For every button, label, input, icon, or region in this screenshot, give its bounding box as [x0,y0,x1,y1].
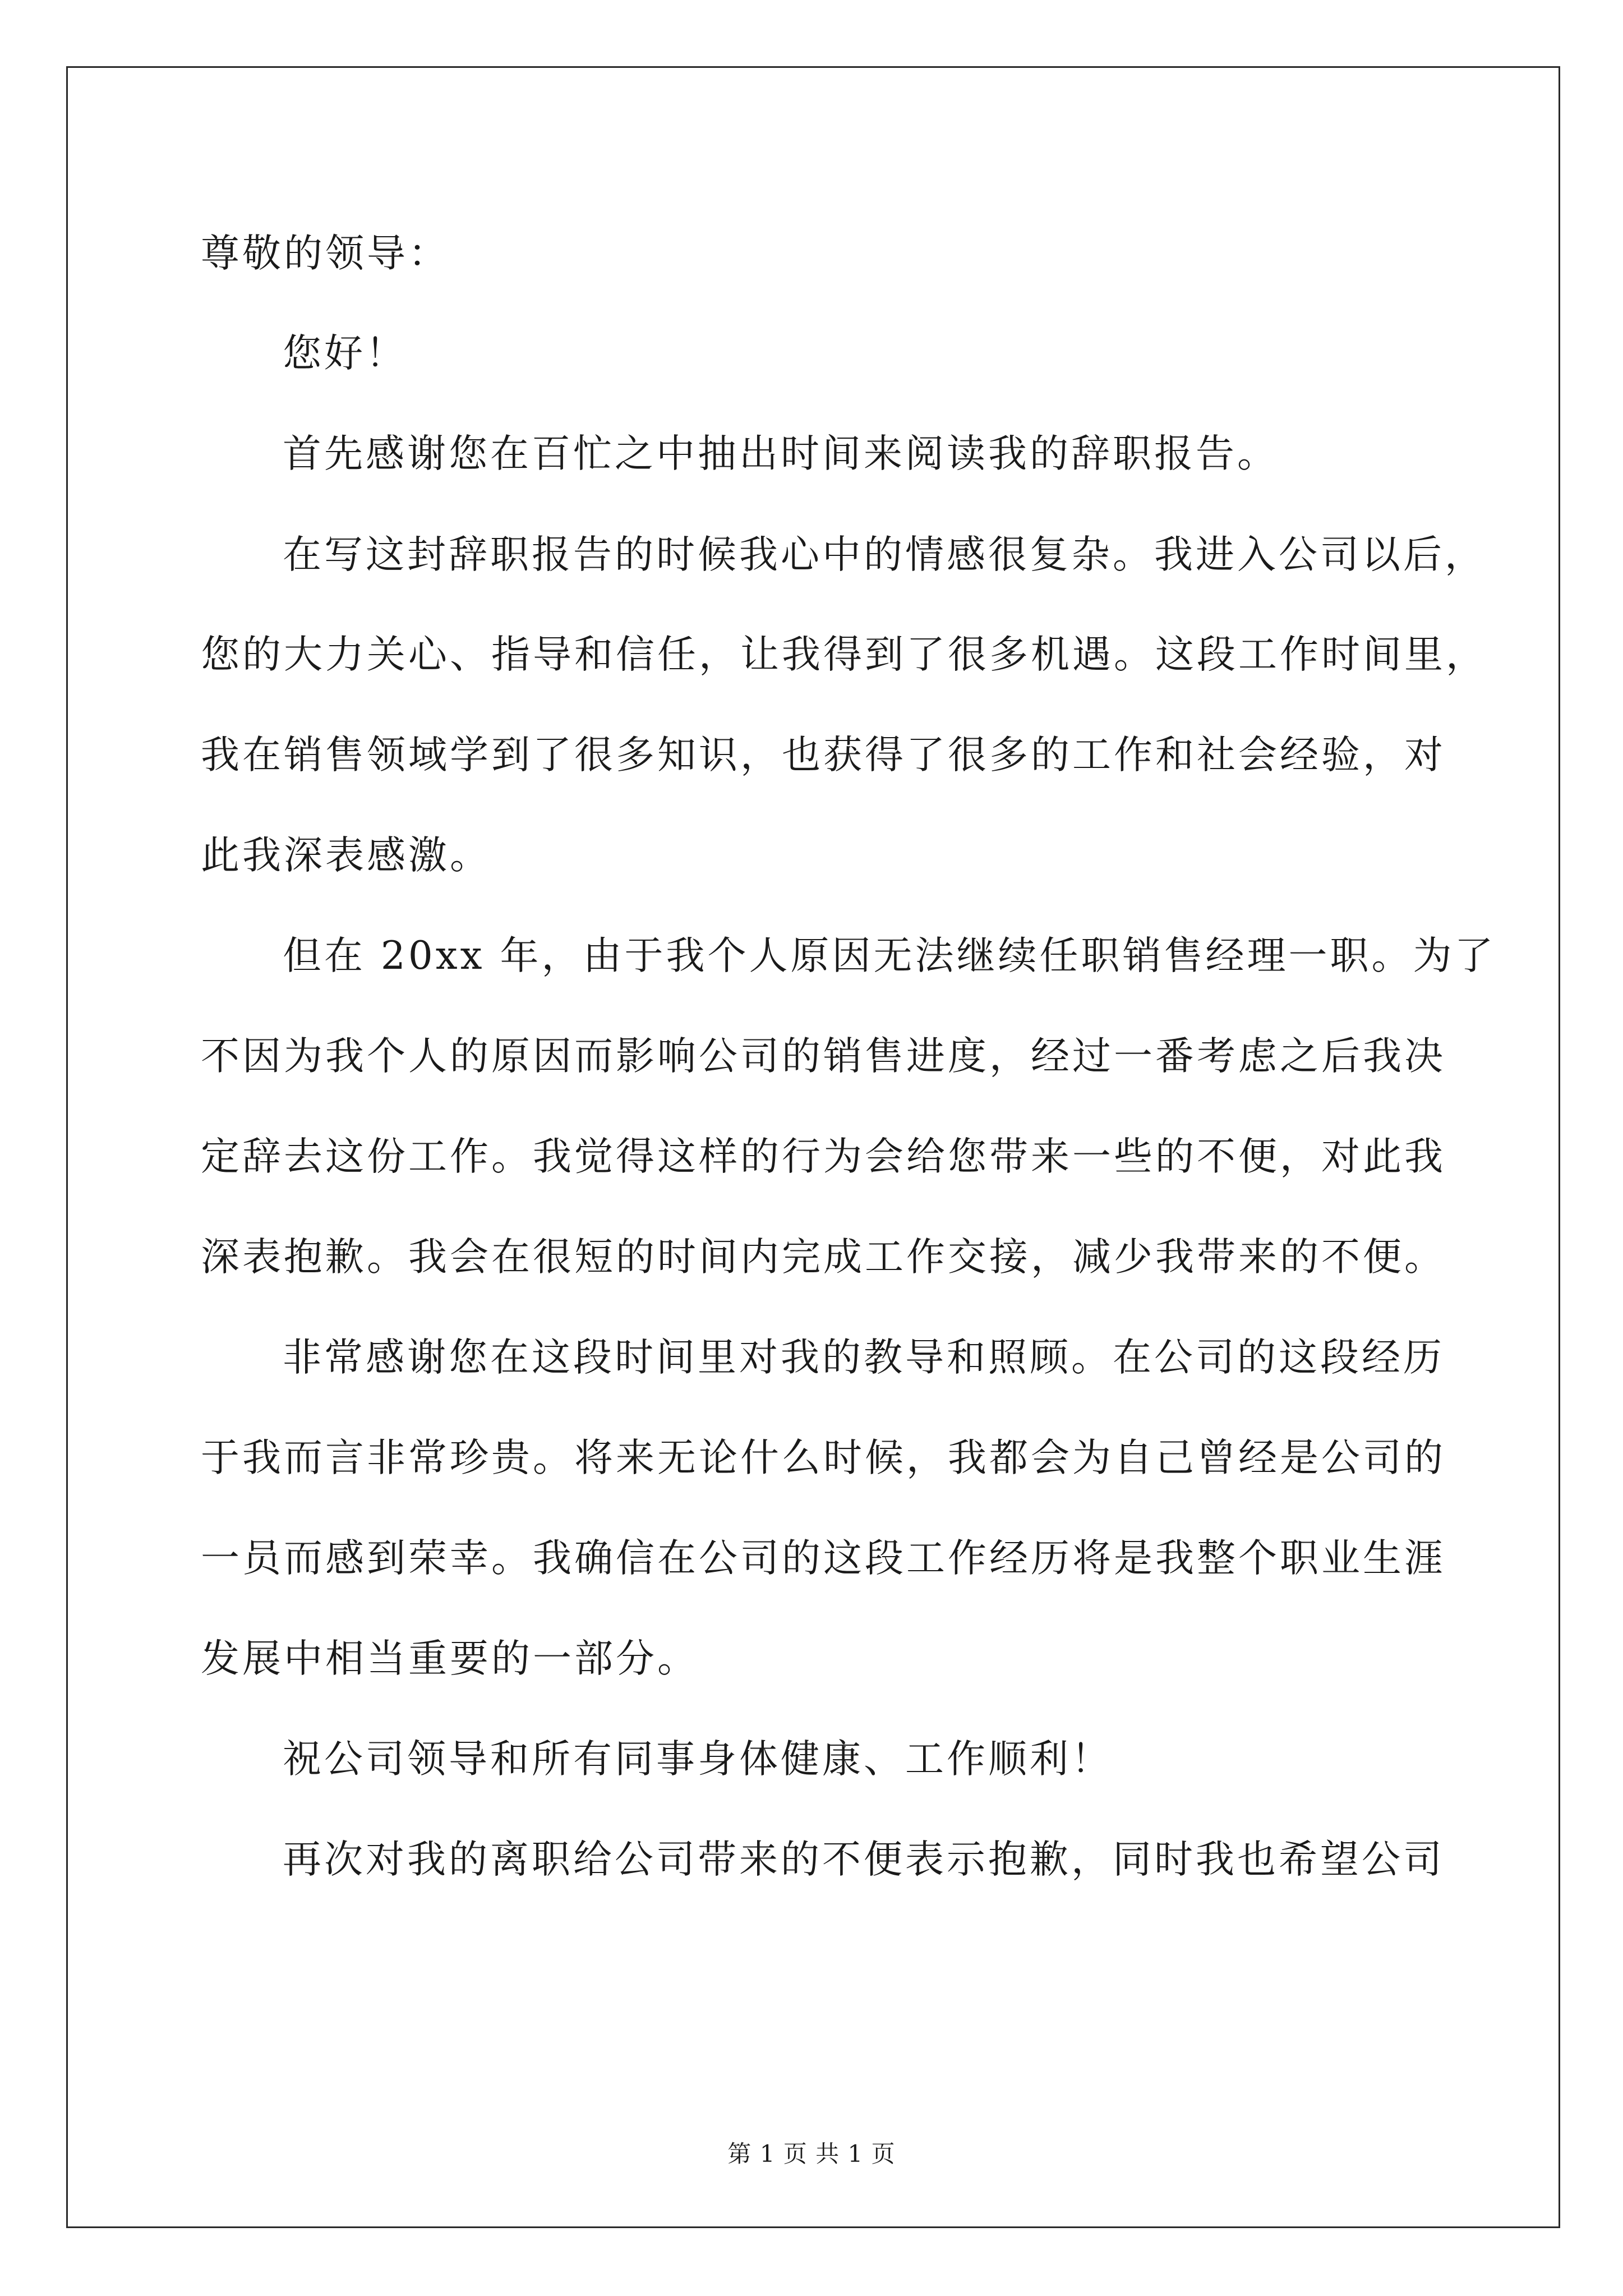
paragraph-line: 不因为我个人的原因而影响公司的销售进度，经过一番考虑之后我决 [201,1034,1446,1079]
paragraph-line: 祝公司领导和所有同事身体健康、工作顺利！ [283,1737,1113,1782]
paragraph-line: 我在销售领域学到了很多知识，也获得了很多的工作和社会经验，对 [201,733,1446,777]
paragraph-line: 发展中相当重要的一部分。 [201,1636,699,1681]
greeting: 您好！ [283,331,407,376]
paragraph-line: 非常感谢您在这段时间里对我的教导和照顾。在公司的这段经历 [283,1335,1445,1380]
paragraph-line: 深表抱歉。我会在很短的时间内完成工作交接，减少我带来的不便。 [201,1235,1446,1280]
salutation: 尊敬的领导： [201,231,450,276]
paragraph-line: 但在 20xx 年，由于我个人原因无法继续任职销售经理一职。为了 [283,933,1496,978]
paragraph-line: 首先感谢您在百忙之中抽出时间来阅读我的辞职报告。 [283,431,1279,476]
paragraph-line: 您的大力关心、指导和信任，让我得到了很多机遇。这段工作时间里， [201,632,1487,677]
paragraph-line: 此我深表感激。 [201,833,491,878]
paragraph-line: 定辞去这份工作。我觉得这样的行为会给您带来一些的不便，对此我 [201,1134,1446,1179]
paragraph-line: 再次对我的离职给公司带来的不便表示抱歉，同时我也希望公司 [283,1837,1445,1882]
page-number: 第 1 页 共 1 页 [727,2140,896,2168]
paragraph-line: 在写这封辞职报告的时候我心中的情感很复杂。我进入公司以后， [283,532,1486,577]
paragraph-line: 于我而言非常珍贵。将来无论什么时候，我都会为自己曾经是公司的 [201,1435,1446,1480]
paragraph-line: 一员而感到荣幸。我确信在公司的这段工作经历将是我整个职业生涯 [201,1536,1446,1581]
